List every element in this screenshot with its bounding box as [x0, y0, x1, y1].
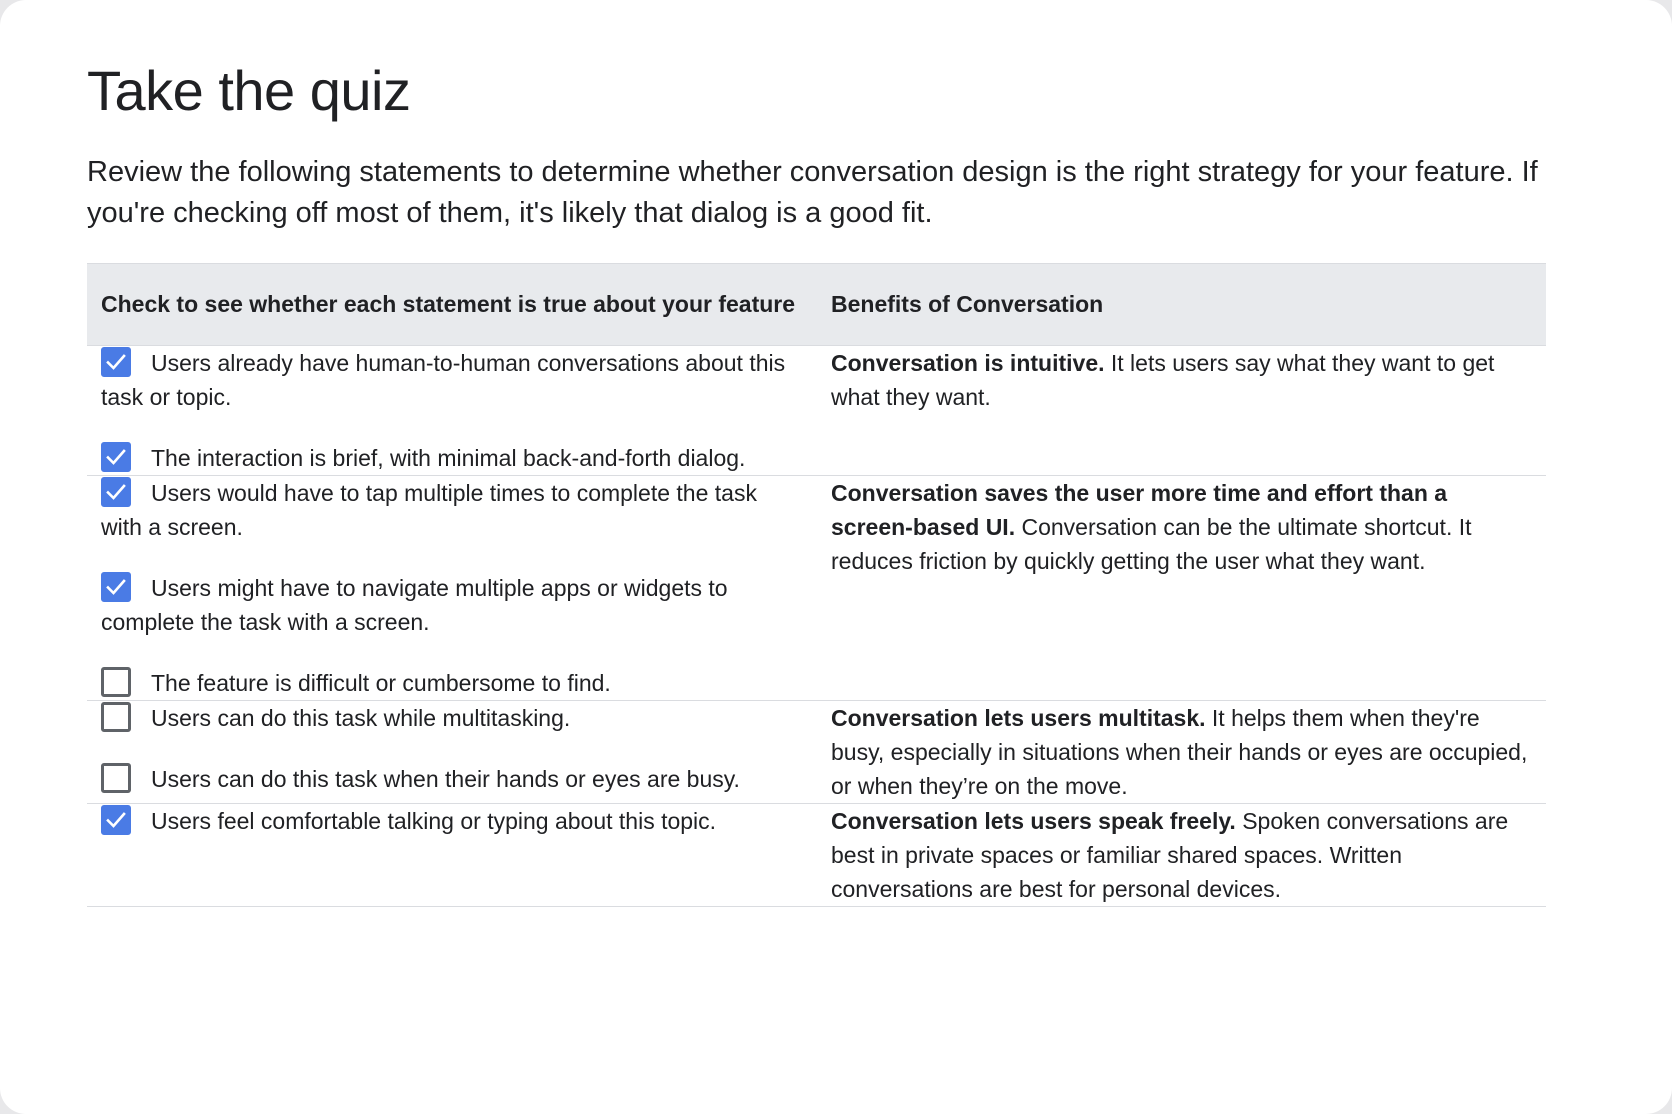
benefit-description: It lets users say what they want to get what they want.	[831, 350, 1495, 410]
benefits-column-header: Benefits of Conversation	[817, 264, 1546, 346]
statement-label: Users feel comfortable talking or typing about this topic.	[151, 808, 717, 834]
table-header-row	[87, 264, 1546, 346]
checkmark-icon	[104, 808, 128, 832]
benefit-description: It helps them when they're busy, especially in situations when their hands or eyes are occupied, or when they’re on the move.	[831, 705, 1528, 799]
table-body	[87, 346, 1546, 907]
benefit-cell	[817, 701, 1546, 804]
checkbox-checked[interactable]	[101, 347, 131, 377]
checkbox-item	[101, 701, 803, 735]
checkbox-unchecked[interactable]	[101, 702, 131, 732]
checkbox-item	[101, 346, 803, 414]
statements-cell	[87, 701, 817, 804]
checkbox-item	[101, 571, 803, 639]
statement-label: Users can do this task while multitasking.	[151, 705, 571, 731]
page-title: Take the quiz	[87, 59, 411, 122]
benefit-heading: Conversation is intuitive.	[831, 350, 1105, 376]
benefit-cell	[817, 346, 1546, 476]
table-row	[87, 804, 1546, 907]
checkbox-item	[101, 441, 803, 475]
checkmark-icon	[104, 575, 128, 599]
statement-label: Users would have to tap multiple times to complete the task with a screen.	[101, 480, 757, 540]
checkbox-unchecked[interactable]	[101, 667, 131, 697]
table-row	[87, 476, 1546, 701]
statement-label: The feature is difficult or cumbersome to find.	[151, 670, 611, 696]
checkbox-item	[101, 804, 803, 838]
table-row	[87, 701, 1546, 804]
checkmark-icon	[104, 350, 128, 374]
benefit-cell	[817, 804, 1546, 907]
checkbox-checked[interactable]	[101, 805, 131, 835]
benefit-heading: Conversation lets users multitask.	[831, 705, 1206, 731]
statement-label: The interaction is brief, with minimal back-and-forth dialog.	[151, 445, 746, 471]
statements-cell	[87, 804, 817, 907]
statement-label: Users can do this task when their hands or eyes are busy.	[151, 766, 740, 792]
intro-paragraph: Review the following statements to determine whether conversation design is the right strategy for your feature. If you're checking off most of them, it's likely that dialog is a good fit.	[87, 156, 1538, 229]
benefit-description: Spoken conversations are best in private spaces or familiar shared spaces. Written conversations are best for personal devices.	[831, 808, 1509, 902]
quiz-table	[87, 263, 1546, 907]
benefit-cell	[817, 476, 1546, 701]
table-row	[87, 346, 1546, 476]
benefit-heading: Conversation saves the user more time and effort than a screen-based UI.	[831, 480, 1448, 540]
checkmark-icon	[104, 480, 128, 504]
checkbox-unchecked[interactable]	[101, 763, 131, 793]
statement-label: Users might have to navigate multiple apps or widgets to complete the task with a screen.	[101, 575, 728, 635]
benefit-description: Conversation can be the ultimate shortcut. It reduces friction by quickly getting the user what they want.	[831, 514, 1472, 574]
statement-label: Users already have human-to-human conversations about this task or topic.	[101, 350, 786, 410]
checkbox-item	[101, 476, 803, 544]
statements-column-header: Check to see whether each statement is true about your feature	[87, 264, 817, 346]
checkbox-item	[101, 762, 803, 796]
checkbox-checked[interactable]	[101, 442, 131, 472]
statements-cell	[87, 346, 817, 476]
checkmark-icon	[104, 445, 128, 469]
checkbox-item	[101, 666, 803, 700]
checkbox-checked[interactable]	[101, 572, 131, 602]
statements-cell	[87, 476, 817, 701]
checkbox-checked[interactable]	[101, 477, 131, 507]
benefit-heading: Conversation lets users speak freely.	[831, 808, 1236, 834]
